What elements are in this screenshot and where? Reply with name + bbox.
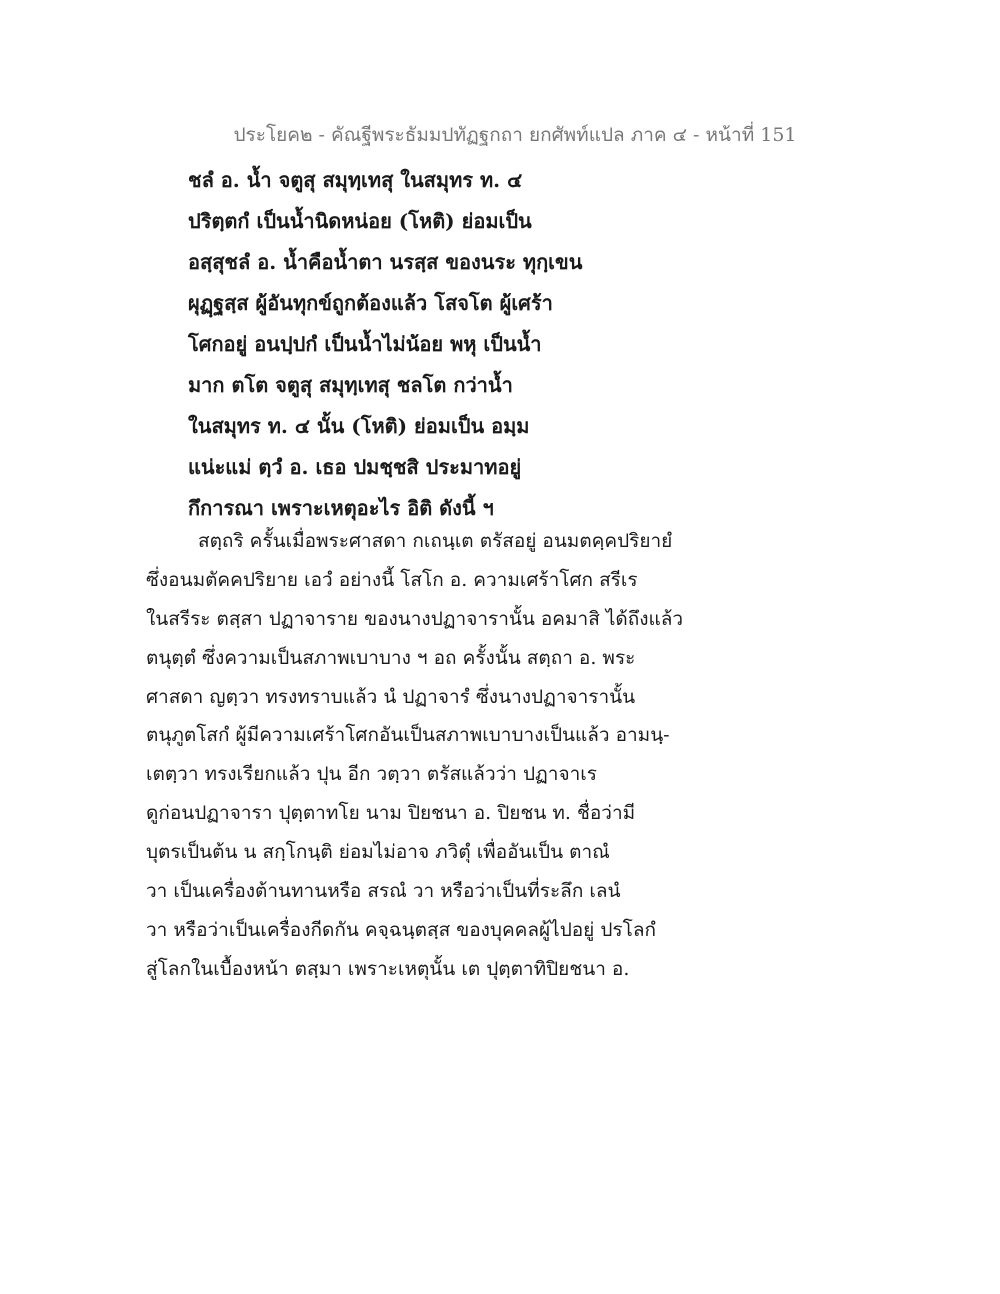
bold-line: โศกอยู่ อนปฺปกํ เป็นน้ำไม่น้อย พหุ เป็นน้ำ <box>188 332 542 356</box>
body-line: วา เป็นเครื่องต้านทานหรือ สรณํ วา หรือว่าเป็นที่ระลึก เลนํ <box>146 880 621 903</box>
bold-line: แน่ะแม่ ตฺวํ อ. เธอ ปมชฺชสิ ประมาทอยู่ <box>188 455 522 479</box>
bold-line: ผุฏฺฐสฺส ผู้อันทุกข์ถูกต้องแล้ว โสจโต ผู้เศร้า <box>188 291 553 315</box>
bold-line: ในสมุทร ท. ๔ นั้น (โหติ) ย่อมเป็น อมฺม <box>188 414 530 438</box>
body-line: ซึ่งอนมตัคคปริยาย เอวํ อย่างนี้ โสโก อ. ความเศร้าโศก สรีเร <box>146 568 638 591</box>
body-line: สตฺถริ ครั้นเมื่อพระศาสดา กเถนฺเต ตรัสอยู่ อนมตคฺคปริยายํ <box>198 530 673 552</box>
body-paragraph <box>146 522 866 989</box>
page-header: ประโยค๒ - คัณฐีพระธัมมปทัฏฐกถา ยกศัพท์แปล ภาค ๔ - หน้าที่ 151 <box>233 124 797 146</box>
body-line: วา หรือว่าเป็นเครื่องกีดกัน คจฺฉนฺตสฺส ของบุคคลผู้ไปอยู่ ปรโลกํ <box>146 918 656 941</box>
body-line: บุตรเป็นต้น น สกฺโกนฺติ ย่อมไม่อาจ ภวิตุํ เพื่ออันเป็น ตาณํ <box>146 841 610 864</box>
bold-line: มาก ตโต จตูสุ สมุทฺเทสุ ชลโต กว่าน้ำ <box>188 373 513 397</box>
bold-line: อสฺสุชลํ อ. น้ำคือน้ำตา นรสฺส ของนระ ทุกฺเขน <box>188 250 583 274</box>
body-line: ตนุตฺตํ ซึ่งความเป็นสภาพเบาบาง ฯ อถ ครั้งนั้น สตฺถา อ. พระ <box>146 646 636 669</box>
body-line: ดูก่อนปฏาจารา ปุตฺตาทโย นาม ปิยชนา อ. ปิยชน ท. ชื่อว่ามี <box>146 802 636 825</box>
body-line: ศาสดา ญตฺวา ทรงทราบแล้ว นํ ปฏาจารํ ซึ่งนางปฏาจารานั้น <box>146 685 636 708</box>
body-line: ตนุภูตโสกํ ผู้มีความเศร้าโศกอันเป็นสภาพเบาบางเป็นแล้ว อามนฺ- <box>146 724 670 747</box>
bold-translation-block <box>188 160 748 529</box>
body-line: สู่โลกในเบื้องหน้า ตสฺมา เพราะเหตุนั้น เต ปุตฺตาทิปิยชนา อ. <box>146 957 630 980</box>
bold-line: กึการณา เพราะเหตุอะไร อิติ ดังนี้ ฯ <box>188 496 494 520</box>
body-line: ในสรีระ ตสฺสา ปฏาจาราย ของนางปฏาจารานั้น อคมาสิ ได้ถึงแล้ว <box>146 607 684 630</box>
bold-line: ปริตฺตกํ เป็นน้ำนิดหน่อย (โหติ) ย่อมเป็น <box>188 209 532 233</box>
body-line: เตตฺวา ทรงเรียกแล้ว ปุน อีก วตฺวา ตรัสแล้วว่า ปฏาจาเร <box>146 763 597 786</box>
bold-line: ชลํ อ. น้ำ จตูสุ สมุทฺเทสุ ในสมุทร ท. ๔ <box>188 168 523 192</box>
